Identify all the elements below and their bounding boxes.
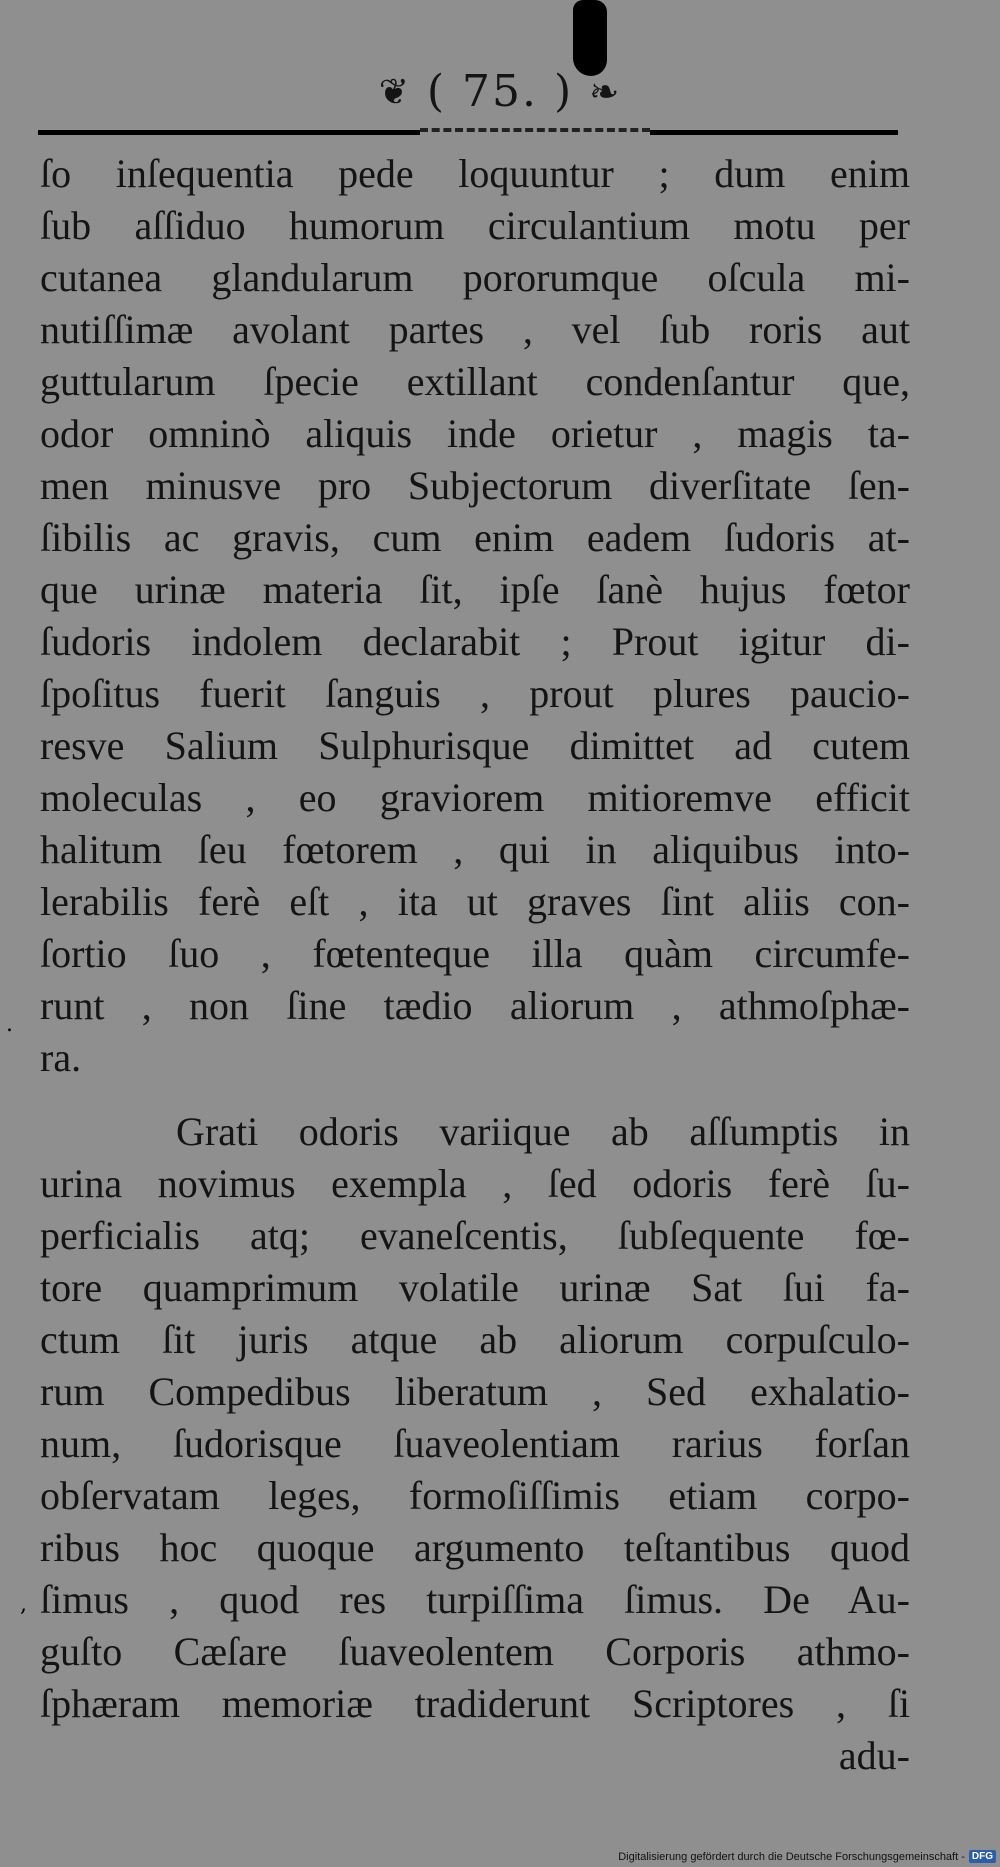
text-line: ribus hoc quoque argumento teſtantibus quod xyxy=(40,1525,910,1570)
text-line: Grati odoris variique ab aſſumptis in xyxy=(176,1109,910,1154)
margin-mark: , xyxy=(20,1592,27,1617)
dfg-logo: DFG xyxy=(969,1850,996,1863)
page-header xyxy=(0,66,1000,121)
text-line: ſpoſitus fuerit ſanguis , prout plures paucio- xyxy=(40,671,910,716)
text-line: resve Salium Sulphurisque dimittet ad cutem xyxy=(40,723,910,768)
ornament-left-icon: ❦ xyxy=(378,72,411,113)
text-line: perficialis atq; evaneſcentis, ſubſequente fœ- xyxy=(40,1213,910,1258)
footer xyxy=(618,1850,996,1863)
text-line: ſo inſequentia pede loquuntur ; dum enim xyxy=(40,151,910,196)
text-line: moleculas , eo graviorem mitioremve efficit xyxy=(40,775,910,820)
text-line: ſub aſſiduo humorum circulantium motu per xyxy=(40,203,910,248)
text-line: ctum ſit juris atque ab aliorum corpuſculo- xyxy=(40,1317,910,1362)
text-line: ſudoris indolem declarabit ; Prout igitur di- xyxy=(40,619,910,664)
text-line: nutiſſimæ avolant partes , vel ſub roris aut xyxy=(40,307,910,352)
ornament-right-icon: ❧ xyxy=(589,72,622,113)
header-rule-dotted xyxy=(420,128,650,138)
text-line: runt , non ſine tædio aliorum , athmoſphæ- xyxy=(40,983,910,1028)
paragraph-1 xyxy=(40,148,910,1084)
text-line: tore quamprimum volatile urinæ Sat ſui fa- xyxy=(40,1265,910,1310)
margin-dot: . xyxy=(6,1012,13,1037)
text-line: urina novimus exempla , ſed odoris ferè ſu- xyxy=(40,1161,910,1206)
text-line: lerabilis ferè eſt , ita ut graves ſint aliis con- xyxy=(40,879,910,924)
text-line: ſimus , quod res turpiſſima ſimus. De Au- xyxy=(40,1577,910,1622)
text-line: num, ſudorisque ſuaveolentiam rarius forſan xyxy=(40,1421,910,1466)
text-line: obſervatam leges, formoſiſſimis etiam corpo- xyxy=(40,1473,910,1518)
catchword: adu- xyxy=(838,1733,910,1778)
page-number: ( 75. ) xyxy=(426,66,574,117)
text-line: men minusve pro Subjectorum diverſitate ſen- xyxy=(40,463,910,508)
text-line: ra. xyxy=(40,1035,82,1080)
text-line: que urinæ materia ſit, ipſe ſanè hujus fœtor xyxy=(40,567,910,612)
digitization-credit: Digitalisierung gefördert durch die Deutsche Forschungsgemeinschaft - xyxy=(618,1850,965,1863)
text-line: guſto Cæſare ſuaveolentem Corporis athmo- xyxy=(40,1629,910,1674)
text-line: halitum ſeu fœtorem , qui in aliquibus into- xyxy=(40,827,910,872)
text-line: odor omninò aliquis inde orietur , magis ta- xyxy=(40,411,910,456)
text-line: ſibilis ac gravis, cum enim eadem ſudoris at- xyxy=(40,515,910,560)
ink-blot xyxy=(573,0,607,76)
body-text xyxy=(40,148,910,1782)
paragraph-2 xyxy=(40,1106,910,1730)
text-line: guttularum ſpecie extillant condenſantur que, xyxy=(40,359,910,404)
text-line: cutanea glandularum pororumque oſcula mi- xyxy=(40,255,910,300)
text-line: rum Compedibus liberatum , Sed exhalatio- xyxy=(40,1369,910,1414)
text-line: ſphæram memoriæ tradiderunt Scriptores , ſi xyxy=(40,1681,910,1726)
text-line: ſortio ſuo , fœtenteque illa quàm circumfe- xyxy=(40,931,910,976)
